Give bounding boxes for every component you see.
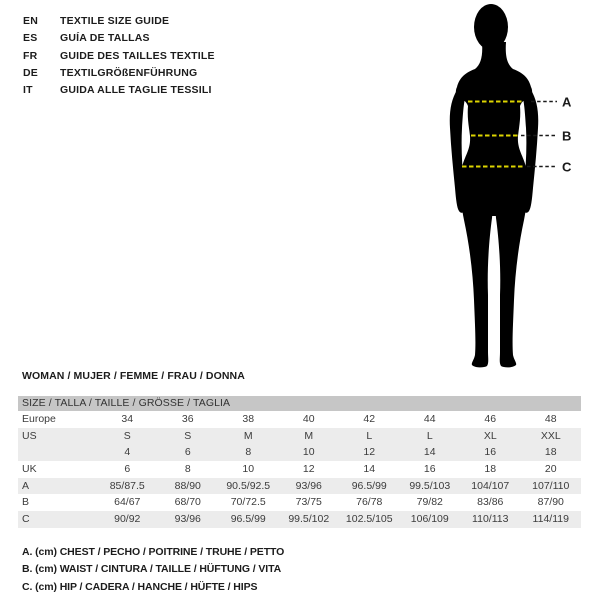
table-cell: 16 bbox=[423, 463, 436, 476]
table-cell: 18 bbox=[544, 446, 557, 459]
table-cell: 99.5/103 bbox=[409, 479, 451, 492]
table-row-europe bbox=[18, 411, 581, 428]
table-cell: 14 bbox=[423, 446, 436, 459]
table-cell: 12 bbox=[363, 446, 376, 459]
table-row-us-numeric bbox=[18, 444, 581, 461]
table-cell: 34 bbox=[121, 413, 134, 425]
table-cell: 46 bbox=[484, 413, 497, 425]
table-row-uk bbox=[18, 461, 581, 478]
lang-label: GUIDA ALLE TAGLIE TESSILI bbox=[60, 84, 212, 97]
table-cell: 44 bbox=[423, 413, 436, 425]
row-label bbox=[18, 444, 97, 461]
table-cell: 79/82 bbox=[416, 496, 443, 509]
legend-chest: A. (cm) CHEST / PECHO / POITRINE / TRUHE / PETTO bbox=[22, 546, 285, 558]
table-cell: 76/78 bbox=[356, 496, 383, 509]
table-cell: 83/86 bbox=[477, 496, 504, 509]
table-cell: 70/72.5 bbox=[230, 496, 266, 509]
table-cell: S bbox=[184, 429, 192, 442]
table-cell: 85/87.5 bbox=[109, 479, 145, 492]
lang-label: GUIDE DES TAILLES TEXTILE bbox=[60, 49, 215, 62]
table-cell: 48 bbox=[544, 413, 557, 425]
table-cell: 42 bbox=[363, 413, 376, 425]
table-row-hip-c bbox=[18, 511, 581, 528]
lang-code: DE bbox=[23, 66, 38, 79]
table-cell: L bbox=[366, 429, 373, 442]
table-cell: 8 bbox=[184, 463, 191, 476]
language-list bbox=[23, 13, 215, 99]
table-cell: 90/92 bbox=[114, 513, 141, 526]
row-label: UK bbox=[22, 463, 37, 476]
table-cell: 20 bbox=[544, 463, 557, 476]
table-row-chest-a bbox=[18, 478, 581, 495]
table-cell: XXL bbox=[540, 429, 561, 442]
table-cell: M bbox=[243, 429, 253, 442]
table-cell: M bbox=[304, 429, 314, 442]
lang-row-en bbox=[23, 13, 215, 30]
section-title: WOMAN / MUJER / FEMME / FRAU / DONNA bbox=[22, 370, 245, 382]
table-cell: 10 bbox=[242, 463, 255, 476]
table-row-us-letter bbox=[18, 428, 581, 445]
lang-code: FR bbox=[23, 49, 38, 62]
table-cell: 6 bbox=[184, 446, 191, 459]
table-cell: 93/96 bbox=[174, 513, 201, 526]
marker-b-label: B bbox=[562, 128, 572, 144]
lang-label: TEXTILE SIZE GUIDE bbox=[60, 15, 170, 27]
row-label: US bbox=[22, 429, 37, 442]
measurement-figure bbox=[400, 0, 600, 385]
table-cell: 12 bbox=[302, 463, 315, 476]
table-cell: 73/75 bbox=[295, 496, 322, 509]
measurement-legend bbox=[22, 544, 284, 596]
table-cell: 90.5/92.5 bbox=[226, 479, 271, 492]
table-cell: 36 bbox=[181, 413, 194, 425]
table-cell: 87/90 bbox=[537, 496, 564, 509]
lang-row-it bbox=[23, 82, 215, 99]
woman-silhouette-icon bbox=[450, 4, 538, 367]
table-cell: 8 bbox=[245, 446, 252, 459]
table-cell: 68/70 bbox=[174, 496, 201, 509]
marker-a-label: A bbox=[562, 94, 572, 110]
table-cell: 6 bbox=[124, 463, 131, 476]
table-cell: 88/90 bbox=[174, 479, 201, 492]
size-table bbox=[18, 396, 581, 528]
table-cell: L bbox=[426, 429, 433, 442]
table-cell: XL bbox=[483, 429, 497, 442]
lang-row-de bbox=[23, 65, 215, 82]
lang-code: ES bbox=[23, 32, 38, 45]
table-header: SIZE / TALLA / TAILLE / GRÖSSE / TAGLIA bbox=[18, 396, 581, 411]
table-cell: 106/109 bbox=[410, 513, 449, 526]
marker-c-label: C bbox=[562, 159, 572, 175]
table-cell: 114/119 bbox=[532, 513, 569, 526]
lang-row-fr bbox=[23, 48, 215, 65]
table-cell: 93/96 bbox=[295, 479, 322, 492]
row-label: C bbox=[22, 513, 30, 526]
row-label: B bbox=[22, 496, 30, 509]
lang-code: IT bbox=[23, 84, 33, 97]
row-label: Europe bbox=[22, 413, 56, 425]
table-cell: 40 bbox=[302, 413, 315, 425]
table-cell: 64/67 bbox=[114, 496, 141, 509]
table-cell: 14 bbox=[363, 463, 376, 476]
table-cell: 96.5/99 bbox=[351, 479, 387, 492]
table-cell: 99.5/102 bbox=[288, 513, 330, 526]
lang-label: GUÍA DE TALLAS bbox=[60, 32, 150, 45]
lang-code: EN bbox=[23, 15, 38, 27]
lang-row-es bbox=[23, 30, 215, 47]
table-cell: 18 bbox=[484, 463, 497, 476]
legend-hip: C. (cm) HIP / CADERA / HANCHE / HÜFTE / HIPS bbox=[22, 580, 258, 593]
table-cell: 38 bbox=[242, 413, 255, 425]
table-cell: 4 bbox=[124, 446, 131, 459]
table-cell: 104/107 bbox=[471, 479, 510, 492]
row-label: A bbox=[22, 479, 30, 492]
table-cell: 107/110 bbox=[532, 479, 570, 492]
legend-waist: B. (cm) WAIST / CINTURA / TAILLE / HÜFTUNG / VITA bbox=[22, 563, 282, 576]
lang-label: TEXTILGRÖßENFÜHRUNG bbox=[60, 66, 198, 79]
table-cell: 96.5/99 bbox=[230, 513, 266, 526]
table-cell: 10 bbox=[302, 446, 315, 459]
table-cell: 16 bbox=[484, 446, 497, 459]
table-cell: S bbox=[123, 429, 131, 442]
table-cell: 110/113 bbox=[472, 513, 509, 526]
table-cell: 102.5/105 bbox=[345, 513, 393, 526]
table-row-waist-b bbox=[18, 494, 581, 511]
